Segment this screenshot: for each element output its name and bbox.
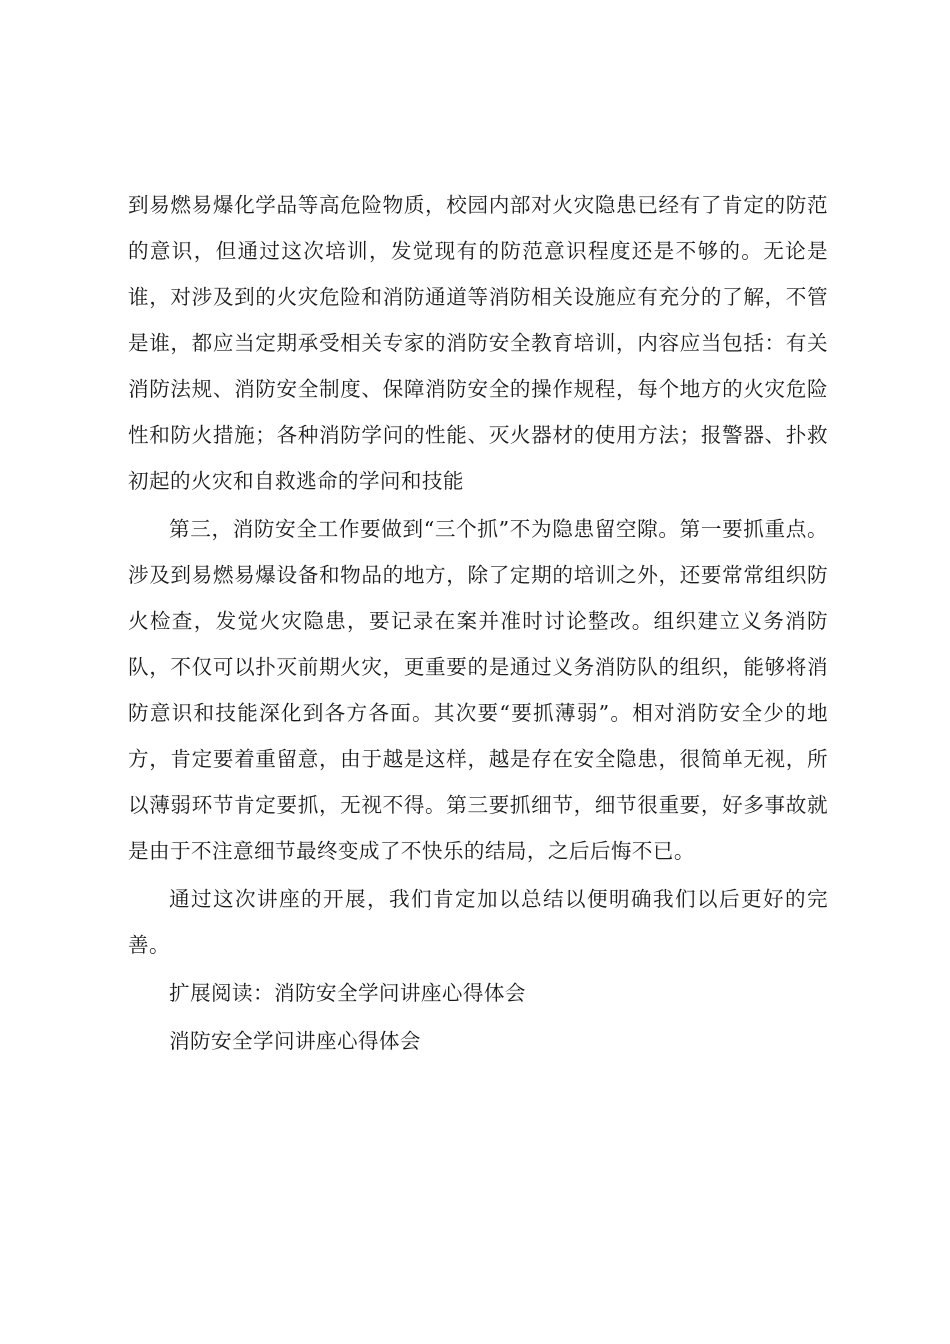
paragraph-2: 第三，消防安全工作要做到“三个抓”不为隐患留空隙。第一要抓重点。涉及到易燃易爆设备和物品的地方，除了定期的培训之外，还要常常组织防火检查，发觉火灾隐患，要记录在案并准时讨论整改。组织建立义务消防队，不仅可以扑灭前期火灾，更重要的是通过义务消防队的组织，能够将消防意识和技能深化到各方各面。其次要“要抓薄弱”。相对消防安全少的地方，肯定要着重留意，由于越是这样，越是存在安全隐患，很简单无视，所以薄弱环节肯定要抓，无视不得。第三要抓细节，细节很重要，好多事故就是由于不注意细节最终变成了不快乐的结局，之后后悔不已。 bbox=[128, 517, 828, 863]
extended-reading-line: 扩展阅读：消防安全学问讲座心得体会 bbox=[169, 981, 526, 1005]
paragraph-3: 通过这次讲座的开展，我们肯定加以总结以便明确我们以后更好的完善。 bbox=[128, 887, 828, 957]
section-heading: 消防安全学问讲座心得体会 bbox=[169, 1029, 421, 1053]
document-page bbox=[128, 182, 828, 1064]
paragraph-1: 到易燃易爆化学品等高危险物质，校园内部对火灾隐患已经有了肯定的防范的意识，但通过这次培训，发觉现有的防范意识程度还是不够的。无论是谁，对涉及到的火灾危险和消防通道等消防相关设施应有充分的了解，不管是谁，都应当定期承受相关专家的消防安全教育培训，内容应当包括：有关消防法规、消防安全制度、保障消防安全的操作规程，每个地方的火灾危险性和防火措施；各种消防学问的性能、灭火器材的使用方法；报警器、扑救初起的火灾和自救逃命的学问和技能 bbox=[128, 193, 828, 493]
